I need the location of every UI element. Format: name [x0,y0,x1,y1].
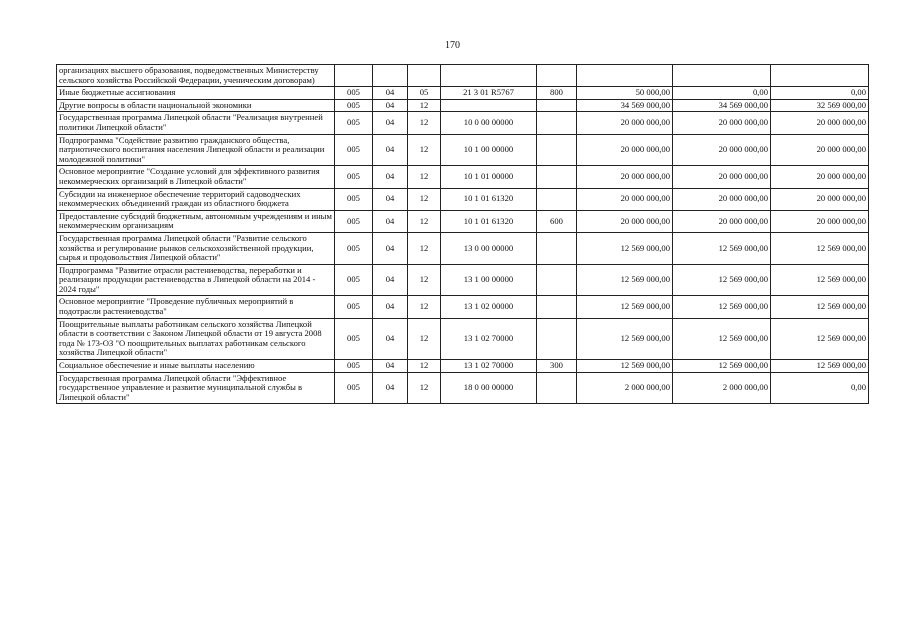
section-cell: 04 [373,166,408,188]
amount-year2-cell: 12 569 000,00 [673,360,771,373]
amount-year3-cell: 0,00 [771,87,869,100]
table-row [57,87,869,100]
amount-year1-cell: 20 000 000,00 [577,210,673,232]
ministry-code-cell: 005 [335,112,373,134]
ministry-code-cell: 005 [335,372,373,404]
amount-year2-cell: 20 000 000,00 [673,188,771,210]
amount-year3-cell: 20 000 000,00 [771,166,869,188]
amount-year2-cell: 20 000 000,00 [673,112,771,134]
subsection-cell: 12 [408,188,441,210]
subsection-cell [408,65,441,87]
table-row [57,360,869,373]
expense-type-cell [537,65,577,87]
subsection-cell: 12 [408,112,441,134]
ministry-code-cell: 005 [335,210,373,232]
amount-year1-cell: 20 000 000,00 [577,188,673,210]
table-row [57,188,869,210]
row-name-cell: Иные бюджетные ассигнования [57,87,335,100]
expense-type-cell [537,296,577,318]
row-name-cell: Государственная программа Липецкой области "Развитие сельского хозяйства и регулирование рынков сельскохозяйственной продукции, сырья и продовольствия Липецкой области" [57,232,335,264]
row-name-cell: Подпрограмма "Содействие развитию гражданского общества, патриотического воспитания населения Липецкой области и реализации молодежной политики" [57,134,335,166]
ministry-code-cell: 005 [335,99,373,112]
table-row [57,372,869,404]
subsection-cell: 12 [408,296,441,318]
row-name-cell: Основное мероприятие "Проведение публичных мероприятий в подотрасли растениеводства" [57,296,335,318]
section-cell: 04 [373,134,408,166]
amount-year1-cell: 12 569 000,00 [577,232,673,264]
amount-year1-cell: 20 000 000,00 [577,166,673,188]
table-row [57,134,869,166]
expense-type-cell: 600 [537,210,577,232]
expense-type-cell [537,112,577,134]
amount-year2-cell: 12 569 000,00 [673,296,771,318]
amount-year1-cell: 12 569 000,00 [577,296,673,318]
expense-type-cell [537,99,577,112]
amount-year3-cell: 12 569 000,00 [771,360,869,373]
row-name-cell: Государственная программа Липецкой области "Эффективное государственное управление и развитие муниципальной службы в Липецкой области" [57,372,335,404]
amount-year1-cell: 34 569 000,00 [577,99,673,112]
amount-year2-cell: 20 000 000,00 [673,210,771,232]
amount-year1-cell [577,65,673,87]
table-row [57,318,869,359]
section-cell: 04 [373,318,408,359]
ministry-code-cell: 005 [335,318,373,359]
amount-year3-cell: 12 569 000,00 [771,296,869,318]
amount-year3-cell: 12 569 000,00 [771,232,869,264]
amount-year1-cell: 20 000 000,00 [577,134,673,166]
ministry-code-cell: 005 [335,166,373,188]
amount-year1-cell: 2 000 000,00 [577,372,673,404]
section-cell: 04 [373,264,408,296]
budget-table [56,64,869,404]
table-row [57,264,869,296]
target-article-cell: 13 1 02 00000 [441,296,537,318]
row-name-cell: Другие вопросы в области национальной экономики [57,99,335,112]
ministry-code-cell: 005 [335,296,373,318]
table-row [57,166,869,188]
ministry-code-cell: 005 [335,134,373,166]
table-row [57,210,869,232]
ministry-code-cell: 005 [335,360,373,373]
target-article-cell: 13 1 02 70000 [441,360,537,373]
target-article-cell: 10 1 01 00000 [441,166,537,188]
page-number: 170 [445,40,460,51]
ministry-code-cell: 005 [335,87,373,100]
table-row [57,296,869,318]
target-article-cell: 13 0 00 00000 [441,232,537,264]
expense-type-cell: 800 [537,87,577,100]
section-cell: 04 [373,296,408,318]
subsection-cell: 12 [408,99,441,112]
subsection-cell: 12 [408,372,441,404]
amount-year2-cell: 2 000 000,00 [673,372,771,404]
budget-table-body [57,65,869,404]
row-name-cell: Субсидии на инженерное обеспечение территорий садоводческих некоммерческих объединений граждан из областного бюджета [57,188,335,210]
subsection-cell: 12 [408,360,441,373]
subsection-cell: 12 [408,134,441,166]
target-article-cell: 10 1 01 61320 [441,210,537,232]
ministry-code-cell: 005 [335,232,373,264]
ministry-code-cell: 005 [335,188,373,210]
row-name-cell: Подпрограмма "Развитие отрасли растениеводства, переработки и реализации продукции растениеводства в Липецкой области на 2014 - 2024 годы" [57,264,335,296]
target-article-cell: 10 1 00 00000 [441,134,537,166]
table-row [57,99,869,112]
row-name-cell: организациях высшего образования, подведомственных Министерству сельского хозяйства Российской Федерации, ученическим договорам) [57,65,335,87]
target-article-cell [441,65,537,87]
expense-type-cell [537,134,577,166]
target-article-cell: 10 1 01 61320 [441,188,537,210]
amount-year3-cell: 20 000 000,00 [771,210,869,232]
target-article-cell: 18 0 00 00000 [441,372,537,404]
ministry-code-cell [335,65,373,87]
section-cell: 04 [373,232,408,264]
amount-year2-cell: 20 000 000,00 [673,166,771,188]
amount-year3-cell [771,65,869,87]
amount-year2-cell: 20 000 000,00 [673,134,771,166]
amount-year3-cell: 0,00 [771,372,869,404]
expense-type-cell: 300 [537,360,577,373]
amount-year1-cell: 20 000 000,00 [577,112,673,134]
row-name-cell: Основное мероприятие "Создание условий для эффективного развития некоммерческих организаций в Липецкой области" [57,166,335,188]
subsection-cell: 12 [408,318,441,359]
amount-year2-cell: 12 569 000,00 [673,264,771,296]
amount-year1-cell: 12 569 000,00 [577,318,673,359]
target-article-cell: 13 1 02 70000 [441,318,537,359]
subsection-cell: 05 [408,87,441,100]
amount-year2-cell: 12 569 000,00 [673,318,771,359]
amount-year1-cell: 50 000,00 [577,87,673,100]
expense-type-cell [537,372,577,404]
section-cell [373,65,408,87]
target-article-cell [441,99,537,112]
amount-year2-cell: 12 569 000,00 [673,232,771,264]
section-cell: 04 [373,188,408,210]
subsection-cell: 12 [408,232,441,264]
amount-year2-cell: 0,00 [673,87,771,100]
amount-year2-cell: 34 569 000,00 [673,99,771,112]
amount-year3-cell: 32 569 000,00 [771,99,869,112]
row-name-cell: Социальное обеспечение и иные выплаты населению [57,360,335,373]
amount-year1-cell: 12 569 000,00 [577,360,673,373]
amount-year3-cell: 20 000 000,00 [771,112,869,134]
section-cell: 04 [373,99,408,112]
row-name-cell: Предоставление субсидий бюджетным, автономным учреждениям и иным некоммерческим организациям [57,210,335,232]
amount-year3-cell: 20 000 000,00 [771,134,869,166]
amount-year1-cell: 12 569 000,00 [577,264,673,296]
target-article-cell: 13 1 00 00000 [441,264,537,296]
expense-type-cell [537,264,577,296]
subsection-cell: 12 [408,210,441,232]
amount-year2-cell [673,65,771,87]
ministry-code-cell: 005 [335,264,373,296]
expense-type-cell [537,232,577,264]
target-article-cell: 10 0 00 00000 [441,112,537,134]
target-article-cell: 21 3 01 R5767 [441,87,537,100]
amount-year3-cell: 12 569 000,00 [771,264,869,296]
section-cell: 04 [373,210,408,232]
expense-type-cell [537,188,577,210]
section-cell: 04 [373,112,408,134]
subsection-cell: 12 [408,166,441,188]
table-row [57,65,869,87]
section-cell: 04 [373,87,408,100]
expense-type-cell [537,166,577,188]
row-name-cell: Поощрительные выплаты работникам сельского хозяйства Липецкой области в соответствии с Законом Липецкой области от 19 августа 2008 года № 173-ОЗ "О поощрительных выплатах работникам сельского хозяйства Липецкой области" [57,318,335,359]
section-cell: 04 [373,360,408,373]
row-name-cell: Государственная программа Липецкой области "Реализация внутренней политики Липецкой области" [57,112,335,134]
amount-year3-cell: 20 000 000,00 [771,188,869,210]
table-row [57,112,869,134]
amount-year3-cell: 12 569 000,00 [771,318,869,359]
table-row [57,232,869,264]
section-cell: 04 [373,372,408,404]
expense-type-cell [537,318,577,359]
subsection-cell: 12 [408,264,441,296]
